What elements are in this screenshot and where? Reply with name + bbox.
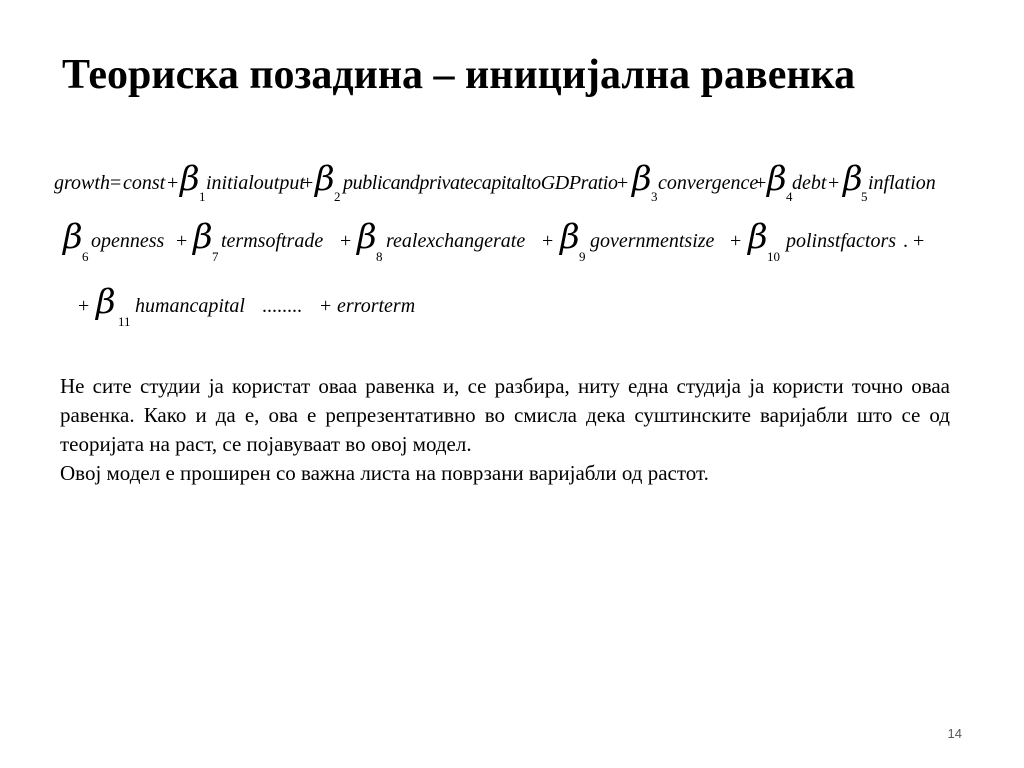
beta-subscript: 1 (199, 189, 206, 204)
beta-subscript: 4 (786, 189, 793, 204)
eq-growth: growth (54, 172, 110, 194)
beta-symbol: β (767, 159, 787, 199)
eq-plus: + (730, 230, 742, 252)
beta-subscript: 2 (334, 189, 341, 204)
beta-subscript: 10 (767, 249, 780, 264)
beta-symbol: β (560, 217, 580, 257)
eq-plus: + (913, 230, 925, 252)
eq-plus: + (302, 172, 314, 194)
beta-subscript: 5 (861, 189, 868, 204)
eq-debt: debt (792, 172, 827, 194)
eq-polinstfactors: polinstfactors (786, 230, 897, 252)
beta-symbol: β (96, 282, 116, 322)
beta-subscript: 7 (212, 249, 219, 264)
eq-humancapital: humancapital (135, 295, 245, 317)
eq-plus: + (617, 172, 629, 194)
growth-equation (0, 0, 1024, 340)
eq-dot: . (903, 230, 908, 252)
beta-subscript: 8 (376, 249, 383, 264)
paragraph: Не сите студии ја користат оваа равенка и, се разбира, ниту една студија ја користи точно оваа равенка. Како и да е, ова е репрезентативно во смисла дека суштинските варијабли што се од теоријата на раст, се појавуваат во овој модел. (60, 374, 950, 456)
eq-plus: + (755, 172, 767, 194)
beta-symbol: β (843, 159, 863, 199)
beta-subscript: 9 (579, 249, 586, 264)
eq-equals: = (110, 172, 122, 194)
eq-dots: ........ (262, 295, 302, 317)
eq-publicandprivatecapital: publicandprivatecapitaltoGDPratio (343, 172, 618, 194)
eq-governmentsize: governmentsize (590, 230, 715, 252)
eq-plus: + (828, 172, 840, 194)
eq-errorterm: errorterm (337, 295, 416, 317)
beta-subscript: 11 (118, 314, 131, 329)
paragraph: Овој модел е проширен со важна листа на поврзани варијабли од растот. (60, 461, 709, 485)
page-number: 14 (947, 726, 962, 741)
eq-termsoftrade: termsoftrade (221, 230, 324, 252)
body-text (60, 372, 950, 488)
eq-const: const (123, 172, 166, 194)
beta-symbol: β (180, 159, 200, 199)
eq-plus: + (340, 230, 352, 252)
beta-symbol: β (315, 159, 335, 199)
beta-symbol: β (193, 217, 213, 257)
eq-inflation: inflation (868, 172, 936, 194)
eq-plus: + (320, 295, 332, 317)
eq-plus: + (542, 230, 554, 252)
eq-plus: + (78, 295, 90, 317)
beta-subscript: 6 (82, 249, 89, 264)
eq-openness: openness (91, 230, 165, 252)
beta-symbol: β (357, 217, 377, 257)
eq-plus: + (176, 230, 188, 252)
beta-symbol: β (748, 217, 768, 257)
beta-symbol: β (63, 217, 83, 257)
eq-plus: + (167, 172, 179, 194)
beta-symbol: β (632, 159, 652, 199)
beta-subscript: 3 (651, 189, 658, 204)
eq-initialoutput: initialoutput (206, 172, 305, 194)
slide-title: Теориска позадина – иницијална равенка (62, 52, 856, 98)
eq-realexchangerate: realexchangerate (386, 230, 526, 252)
eq-convergence: convergence (658, 172, 759, 194)
